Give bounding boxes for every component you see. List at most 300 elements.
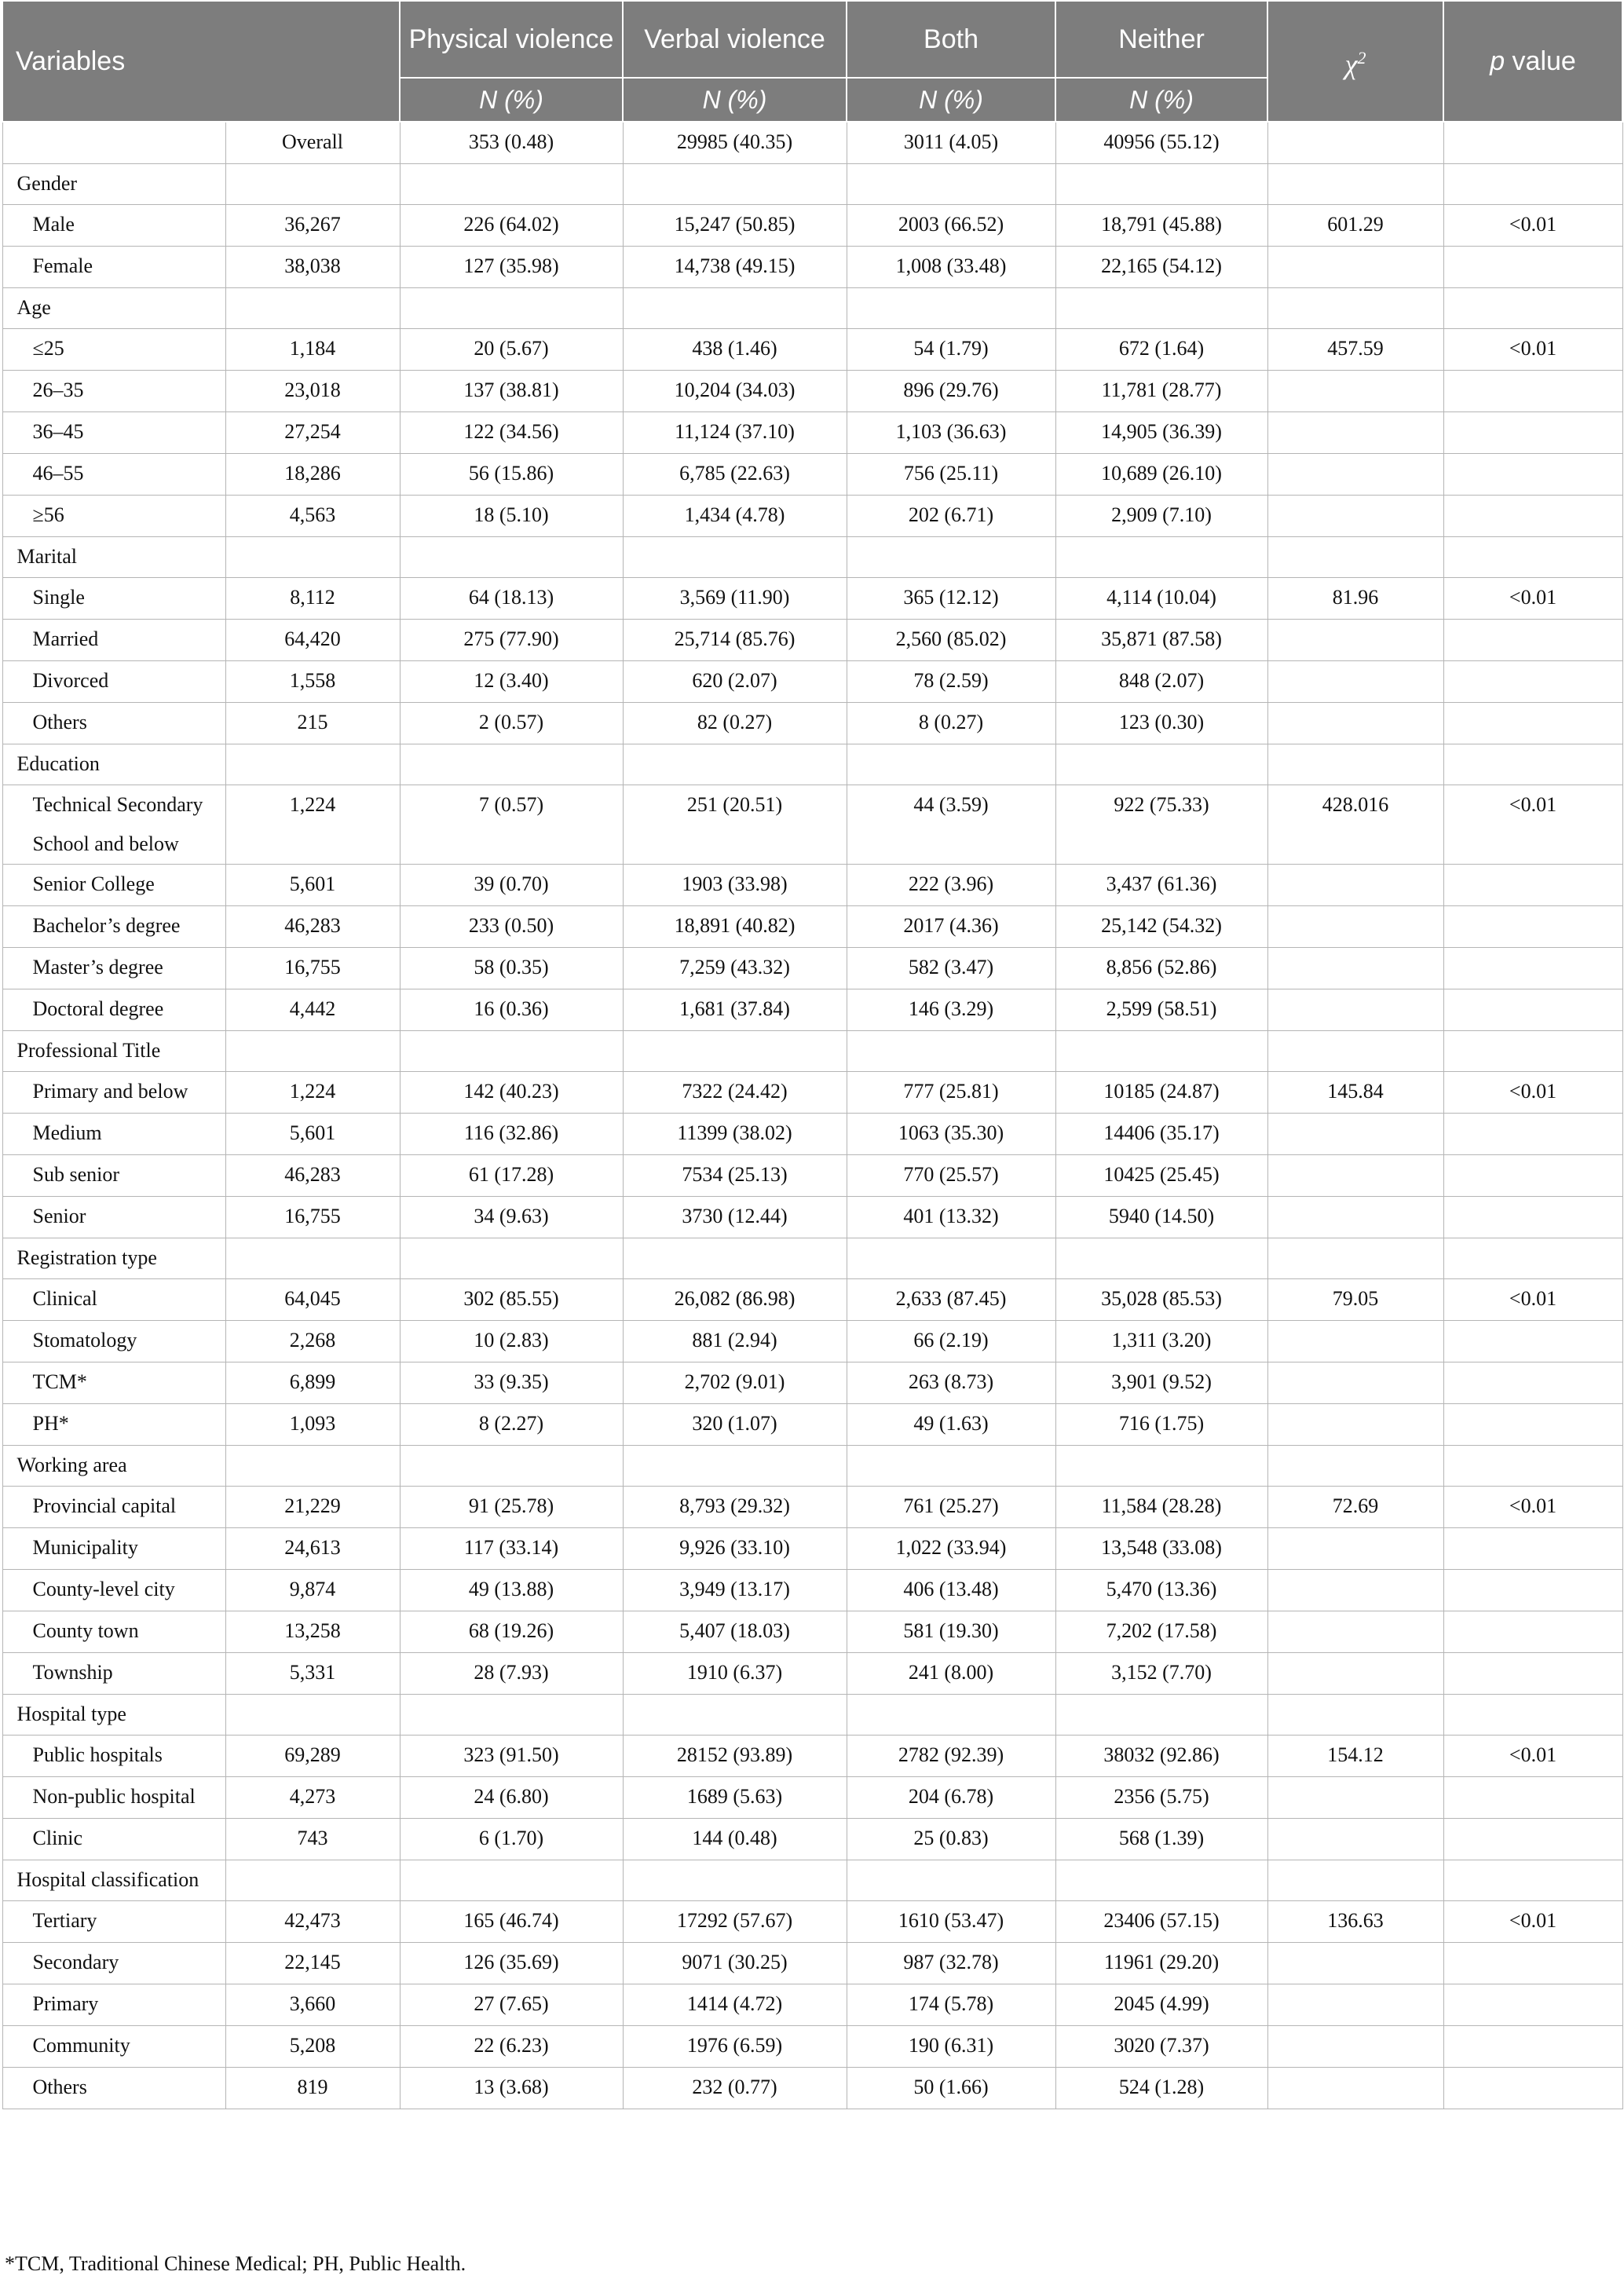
row-label: ≤25	[2, 329, 225, 371]
row-n: 5,331	[225, 1653, 400, 1695]
row-chi-square: 136.63	[1267, 1901, 1443, 1943]
row-both: 49 (1.63)	[847, 1404, 1055, 1446]
category-empty-cell	[1443, 164, 1622, 205]
row-p-value: <0.01	[1443, 1736, 1622, 1777]
category-row	[2, 537, 1622, 578]
row-chi-square	[1267, 1570, 1443, 1611]
row-neither: 14406 (35.17)	[1055, 1114, 1267, 1155]
row-n: 5,208	[225, 2026, 400, 2068]
row-both: 761 (25.27)	[847, 1487, 1055, 1528]
row-both: 263 (8.73)	[847, 1362, 1055, 1404]
row-p-value	[1443, 948, 1622, 989]
row-both: 406 (13.48)	[847, 1570, 1055, 1611]
row-chi-square: 457.59	[1267, 329, 1443, 371]
category-empty-cell	[400, 744, 623, 785]
category-empty-cell	[1055, 1695, 1267, 1736]
overall-label: Overall	[225, 122, 400, 164]
row-neither: 18,791 (45.88)	[1055, 205, 1267, 247]
row-n: 1,184	[225, 329, 400, 371]
category-empty-cell	[1055, 1860, 1267, 1901]
row-p-value	[1443, 496, 1622, 537]
row-label: 26–35	[2, 371, 225, 412]
table-row	[2, 1570, 1622, 1611]
header-verbal: Verbal violence	[623, 1, 847, 78]
row-both: 1610 (53.47)	[847, 1901, 1055, 1943]
row-neither: 35,871 (87.58)	[1055, 620, 1267, 661]
category-empty-cell	[400, 1446, 623, 1487]
row-n: 46,283	[225, 1155, 400, 1197]
row-both: 78 (2.59)	[847, 661, 1055, 703]
table-row	[2, 1321, 1622, 1362]
row-physical: 61 (17.28)	[400, 1155, 623, 1197]
table-row	[2, 661, 1622, 703]
row-label: Female	[2, 247, 225, 288]
row-p-value	[1443, 1155, 1622, 1197]
row-verbal: 3730 (12.44)	[623, 1197, 847, 1238]
row-both: 204 (6.78)	[847, 1777, 1055, 1819]
table-row	[2, 412, 1622, 454]
row-neither: 716 (1.75)	[1055, 1404, 1267, 1446]
row-physical: 226 (64.02)	[400, 205, 623, 247]
row-both: 987 (32.78)	[847, 1943, 1055, 1984]
row-physical: 302 (85.55)	[400, 1279, 623, 1321]
header-chi-square	[1267, 1, 1443, 122]
category-empty-cell	[1055, 537, 1267, 578]
row-n: 1,224	[225, 1072, 400, 1114]
category-empty-cell	[225, 164, 400, 205]
row-label: Master’s degree	[2, 948, 225, 989]
row-neither: 8,856 (52.86)	[1055, 948, 1267, 989]
category-empty-cell	[1055, 744, 1267, 785]
table-row	[2, 1279, 1622, 1321]
row-verbal: 11,124 (37.10)	[623, 412, 847, 454]
row-n: 6,899	[225, 1362, 400, 1404]
row-chi-square	[1267, 948, 1443, 989]
row-both: 146 (3.29)	[847, 989, 1055, 1031]
category-empty-cell	[847, 1031, 1055, 1072]
category-empty-cell	[400, 164, 623, 205]
row-label: County town	[2, 1611, 225, 1653]
row-chi-square: 154.12	[1267, 1736, 1443, 1777]
row-p-value: <0.01	[1443, 578, 1622, 620]
row-p-value	[1443, 865, 1622, 906]
row-both: 190 (6.31)	[847, 2026, 1055, 2068]
row-label: Others	[2, 2068, 225, 2109]
category-empty-cell	[1267, 744, 1443, 785]
table-row	[2, 865, 1622, 906]
row-verbal: 9,926 (33.10)	[623, 1528, 847, 1570]
row-n: 21,229	[225, 1487, 400, 1528]
row-physical: 126 (35.69)	[400, 1943, 623, 1984]
row-n: 2,268	[225, 1321, 400, 1362]
row-neither: 38032 (92.86)	[1055, 1736, 1267, 1777]
header-np-neither: N (%)	[1055, 78, 1267, 122]
category-title: Gender	[2, 164, 225, 205]
row-both: 241 (8.00)	[847, 1653, 1055, 1695]
table-row	[2, 2068, 1622, 2109]
row-chi-square	[1267, 247, 1443, 288]
row-verbal: 10,204 (34.03)	[623, 371, 847, 412]
category-empty-cell	[623, 1238, 847, 1279]
row-p-value: <0.01	[1443, 329, 1622, 371]
row-neither: 3020 (7.37)	[1055, 2026, 1267, 2068]
row-physical: 58 (0.35)	[400, 948, 623, 989]
table-row	[2, 1984, 1622, 2026]
category-title: Marital	[2, 537, 225, 578]
category-empty-cell	[225, 1860, 400, 1901]
category-title: Education	[2, 744, 225, 785]
category-empty-cell	[1267, 537, 1443, 578]
category-empty-cell	[225, 744, 400, 785]
category-empty-cell	[1055, 164, 1267, 205]
row-neither: 10185 (24.87)	[1055, 1072, 1267, 1114]
row-neither: 5,470 (13.36)	[1055, 1570, 1267, 1611]
category-empty-cell	[847, 164, 1055, 205]
row-label: Divorced	[2, 661, 225, 703]
row-neither: 5940 (14.50)	[1055, 1197, 1267, 1238]
row-verbal: 8,793 (29.32)	[623, 1487, 847, 1528]
row-p-value	[1443, 2026, 1622, 2068]
row-chi-square	[1267, 496, 1443, 537]
row-both: 66 (2.19)	[847, 1321, 1055, 1362]
row-p-value	[1443, 1984, 1622, 2026]
table-row	[2, 1114, 1622, 1155]
row-both: 756 (25.11)	[847, 454, 1055, 496]
row-p-value	[1443, 1362, 1622, 1404]
category-row	[2, 1031, 1622, 1072]
category-empty-cell	[225, 1695, 400, 1736]
row-physical: 20 (5.67)	[400, 329, 623, 371]
category-empty-cell	[623, 1695, 847, 1736]
row-label: Secondary	[2, 1943, 225, 1984]
category-row	[2, 1695, 1622, 1736]
row-verbal: 9071 (30.25)	[623, 1943, 847, 1984]
category-empty-cell	[400, 1238, 623, 1279]
row-chi-square	[1267, 1404, 1443, 1446]
table-row	[2, 1404, 1622, 1446]
row-n: 24,613	[225, 1528, 400, 1570]
row-both: 2,633 (87.45)	[847, 1279, 1055, 1321]
category-row	[2, 164, 1622, 205]
row-label: Sub senior	[2, 1155, 225, 1197]
chi-symbol: χ	[1344, 48, 1358, 80]
category-empty-cell	[847, 1238, 1055, 1279]
row-label: Stomatology	[2, 1321, 225, 1362]
row-both: 222 (3.96)	[847, 865, 1055, 906]
row-physical: 49 (13.88)	[400, 1570, 623, 1611]
overall-chi	[1267, 122, 1443, 164]
row-neither: 14,905 (36.39)	[1055, 412, 1267, 454]
category-empty-cell	[1267, 1860, 1443, 1901]
row-label: Public hospitals	[2, 1736, 225, 1777]
row-both: 365 (12.12)	[847, 578, 1055, 620]
p-italic: p	[1490, 46, 1505, 76]
row-neither: 13,548 (33.08)	[1055, 1528, 1267, 1570]
row-p-value: <0.01	[1443, 205, 1622, 247]
row-verbal: 82 (0.27)	[623, 703, 847, 744]
category-empty-cell	[847, 744, 1055, 785]
row-label: Clinical	[2, 1279, 225, 1321]
overall-verbal: 29985 (40.35)	[623, 122, 847, 164]
row-n: 4,563	[225, 496, 400, 537]
row-physical: 33 (9.35)	[400, 1362, 623, 1404]
row-n: 69,289	[225, 1736, 400, 1777]
row-chi-square	[1267, 1362, 1443, 1404]
row-physical: 56 (15.86)	[400, 454, 623, 496]
overall-neither: 40956 (55.12)	[1055, 122, 1267, 164]
row-n: 4,273	[225, 1777, 400, 1819]
table-row	[2, 1362, 1622, 1404]
row-physical: 64 (18.13)	[400, 578, 623, 620]
table-row	[2, 1901, 1622, 1943]
row-neither: 2,599 (58.51)	[1055, 989, 1267, 1031]
row-chi-square	[1267, 1197, 1443, 1238]
header-np-verbal: N (%)	[623, 78, 847, 122]
row-n: 3,660	[225, 1984, 400, 2026]
row-physical: 39 (0.70)	[400, 865, 623, 906]
category-empty-cell	[1267, 288, 1443, 329]
row-neither: 2356 (5.75)	[1055, 1777, 1267, 1819]
table-row	[2, 948, 1622, 989]
row-physical: 34 (9.63)	[400, 1197, 623, 1238]
row-physical: 6 (1.70)	[400, 1819, 623, 1860]
row-p-value: <0.01	[1443, 1901, 1622, 1943]
row-both: 401 (13.32)	[847, 1197, 1055, 1238]
row-label: Senior	[2, 1197, 225, 1238]
row-chi-square	[1267, 1777, 1443, 1819]
table-row	[2, 1611, 1622, 1653]
row-n: 743	[225, 1819, 400, 1860]
row-chi-square	[1267, 1611, 1443, 1653]
category-empty-cell	[1055, 288, 1267, 329]
row-label: PH*	[2, 1404, 225, 1446]
row-neither: 1,311 (3.20)	[1055, 1321, 1267, 1362]
category-title: Working area	[2, 1446, 225, 1487]
category-empty-cell	[623, 1031, 847, 1072]
category-empty-cell	[400, 288, 623, 329]
row-n: 8,112	[225, 578, 400, 620]
table-row	[2, 205, 1622, 247]
row-verbal: 26,082 (86.98)	[623, 1279, 847, 1321]
category-empty-cell	[1443, 537, 1622, 578]
row-p-value	[1443, 703, 1622, 744]
row-physical: 127 (35.98)	[400, 247, 623, 288]
header-physical: Physical violence	[400, 1, 623, 78]
row-neither: 2,909 (7.10)	[1055, 496, 1267, 537]
row-label: Bachelor’s degree	[2, 906, 225, 948]
row-neither: 922 (75.33)	[1055, 785, 1267, 865]
row-n: 22,145	[225, 1943, 400, 1984]
row-both: 2782 (92.39)	[847, 1736, 1055, 1777]
row-physical: 18 (5.10)	[400, 496, 623, 537]
header-variables: Variables	[2, 1, 400, 122]
row-label: Community	[2, 2026, 225, 2068]
row-n: 16,755	[225, 1197, 400, 1238]
row-physical: 142 (40.23)	[400, 1072, 623, 1114]
category-empty-cell	[623, 164, 847, 205]
row-n: 5,601	[225, 865, 400, 906]
row-both: 50 (1.66)	[847, 2068, 1055, 2109]
category-row	[2, 1446, 1622, 1487]
row-n: 23,018	[225, 371, 400, 412]
row-physical: 12 (3.40)	[400, 661, 623, 703]
row-chi-square	[1267, 1155, 1443, 1197]
row-neither: 672 (1.64)	[1055, 329, 1267, 371]
table-row	[2, 1819, 1622, 1860]
row-physical: 22 (6.23)	[400, 2026, 623, 2068]
category-empty-cell	[1267, 1695, 1443, 1736]
category-empty-cell	[225, 537, 400, 578]
row-neither: 568 (1.39)	[1055, 1819, 1267, 1860]
category-empty-cell	[1055, 1446, 1267, 1487]
row-chi-square: 79.05	[1267, 1279, 1443, 1321]
row-verbal: 3,949 (13.17)	[623, 1570, 847, 1611]
row-p-value	[1443, 1404, 1622, 1446]
table-header	[2, 1, 1622, 122]
row-both: 582 (3.47)	[847, 948, 1055, 989]
row-p-value	[1443, 1653, 1622, 1695]
row-both: 896 (29.76)	[847, 371, 1055, 412]
row-p-value	[1443, 371, 1622, 412]
row-verbal: 11399 (38.02)	[623, 1114, 847, 1155]
row-verbal: 7534 (25.13)	[623, 1155, 847, 1197]
table-row	[2, 496, 1622, 537]
row-p-value	[1443, 989, 1622, 1031]
overall-row	[2, 122, 1622, 164]
table-row	[2, 1736, 1622, 1777]
row-chi-square	[1267, 1321, 1443, 1362]
row-label: Provincial capital	[2, 1487, 225, 1528]
row-verbal: 14,738 (49.15)	[623, 247, 847, 288]
table-row	[2, 703, 1622, 744]
table-row	[2, 1528, 1622, 1570]
row-neither: 3,901 (9.52)	[1055, 1362, 1267, 1404]
category-empty-cell	[1267, 164, 1443, 205]
row-both: 25 (0.83)	[847, 1819, 1055, 1860]
row-label: Municipality	[2, 1528, 225, 1570]
row-neither: 7,202 (17.58)	[1055, 1611, 1267, 1653]
row-verbal: 620 (2.07)	[623, 661, 847, 703]
row-both: 1063 (35.30)	[847, 1114, 1055, 1155]
category-title: Registration type	[2, 1238, 225, 1279]
category-empty-cell	[1267, 1446, 1443, 1487]
row-neither: 22,165 (54.12)	[1055, 247, 1267, 288]
row-n: 5,601	[225, 1114, 400, 1155]
row-n: 16,755	[225, 948, 400, 989]
row-physical: 24 (6.80)	[400, 1777, 623, 1819]
category-empty-cell	[225, 1446, 400, 1487]
row-neither: 3,152 (7.70)	[1055, 1653, 1267, 1695]
row-chi-square	[1267, 2068, 1443, 2109]
table-row	[2, 620, 1622, 661]
header-np-both: N (%)	[847, 78, 1055, 122]
row-neither: 2045 (4.99)	[1055, 1984, 1267, 2026]
row-p-value	[1443, 1611, 1622, 1653]
row-label: Non-public hospital	[2, 1777, 225, 1819]
row-verbal: 1,681 (37.84)	[623, 989, 847, 1031]
category-empty-cell	[1055, 1031, 1267, 1072]
table-row	[2, 2026, 1622, 2068]
row-verbal: 28152 (93.89)	[623, 1736, 847, 1777]
row-verbal: 7,259 (43.32)	[623, 948, 847, 989]
row-chi-square: 145.84	[1267, 1072, 1443, 1114]
row-both: 777 (25.81)	[847, 1072, 1055, 1114]
category-title: Professional Title	[2, 1031, 225, 1072]
row-verbal: 25,714 (85.76)	[623, 620, 847, 661]
overall-empty	[2, 122, 225, 164]
category-empty-cell	[847, 1860, 1055, 1901]
row-n: 4,442	[225, 989, 400, 1031]
row-verbal: 881 (2.94)	[623, 1321, 847, 1362]
table-row	[2, 247, 1622, 288]
row-label: TCM*	[2, 1362, 225, 1404]
table-row	[2, 906, 1622, 948]
row-p-value: <0.01	[1443, 1279, 1622, 1321]
row-chi-square	[1267, 371, 1443, 412]
row-verbal: 1976 (6.59)	[623, 2026, 847, 2068]
category-empty-cell	[623, 1446, 847, 1487]
row-p-value	[1443, 620, 1622, 661]
row-physical: 10 (2.83)	[400, 1321, 623, 1362]
row-n: 27,254	[225, 412, 400, 454]
row-n: 64,420	[225, 620, 400, 661]
table-row	[2, 1653, 1622, 1695]
row-physical: 137 (38.81)	[400, 371, 623, 412]
category-empty-cell	[623, 537, 847, 578]
category-empty-cell	[1443, 744, 1622, 785]
row-physical: 16 (0.36)	[400, 989, 623, 1031]
row-p-value: <0.01	[1443, 785, 1622, 865]
row-both: 1,103 (36.63)	[847, 412, 1055, 454]
category-empty-cell	[623, 288, 847, 329]
row-chi-square	[1267, 1819, 1443, 1860]
row-verbal: 1414 (4.72)	[623, 1984, 847, 2026]
row-n: 64,045	[225, 1279, 400, 1321]
category-empty-cell	[1443, 1695, 1622, 1736]
row-chi-square	[1267, 906, 1443, 948]
row-p-value	[1443, 1570, 1622, 1611]
row-chi-square	[1267, 1114, 1443, 1155]
row-p-value	[1443, 1777, 1622, 1819]
row-verbal: 2,702 (9.01)	[623, 1362, 847, 1404]
row-neither: 11,584 (28.28)	[1055, 1487, 1267, 1528]
row-neither: 35,028 (85.53)	[1055, 1279, 1267, 1321]
row-both: 174 (5.78)	[847, 1984, 1055, 2026]
row-p-value	[1443, 1819, 1622, 1860]
row-chi-square: 81.96	[1267, 578, 1443, 620]
table-row	[2, 1943, 1622, 1984]
row-chi-square: 72.69	[1267, 1487, 1443, 1528]
row-verbal: 5,407 (18.03)	[623, 1611, 847, 1653]
row-label: 46–55	[2, 454, 225, 496]
category-title: Hospital type	[2, 1695, 225, 1736]
header-both: Both	[847, 1, 1055, 78]
row-verbal: 1910 (6.37)	[623, 1653, 847, 1695]
row-label: Single	[2, 578, 225, 620]
row-p-value	[1443, 1943, 1622, 1984]
category-row	[2, 1238, 1622, 1279]
row-n: 38,038	[225, 247, 400, 288]
row-physical: 275 (77.90)	[400, 620, 623, 661]
row-neither: 10425 (25.45)	[1055, 1155, 1267, 1197]
header-neither: Neither	[1055, 1, 1267, 78]
overall-p	[1443, 122, 1622, 164]
row-n: 1,093	[225, 1404, 400, 1446]
row-both: 8 (0.27)	[847, 703, 1055, 744]
row-neither: 11961 (29.20)	[1055, 1943, 1267, 1984]
row-both: 2017 (4.36)	[847, 906, 1055, 948]
table-row	[2, 785, 1622, 865]
